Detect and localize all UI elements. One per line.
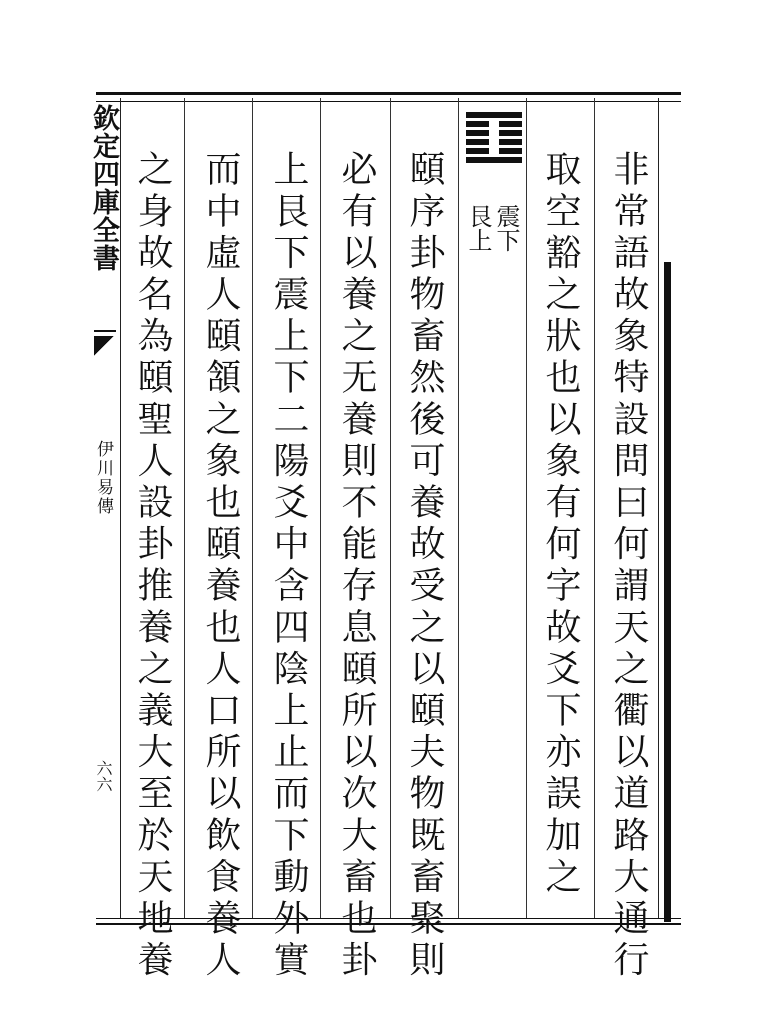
yin-line [466, 121, 522, 127]
column-rule [526, 98, 527, 918]
fish-tail-mark [94, 330, 116, 382]
yang-line [466, 112, 522, 118]
hexagram-yi [466, 112, 522, 166]
frame-right-shadow [664, 262, 671, 922]
column-rule [458, 98, 459, 918]
banxin-title: 欽定四庫全書 [88, 104, 119, 272]
yang-line [466, 157, 522, 163]
text-column-7: 之身故名為頤聖人設卦推養之義大至於天地養 [132, 150, 173, 982]
frame-right-border [658, 98, 659, 918]
column-rule [184, 98, 185, 918]
banxin-book-title: 伊川易傳 [93, 440, 113, 516]
hexagram-lines [466, 112, 522, 163]
text-column-5: 上艮下震上下二陽爻中含四陰上止而下動外實 [268, 150, 309, 982]
hexagram-upper-note: 艮上 [464, 204, 492, 252]
frame-bottom-border [96, 918, 681, 925]
column-rule [252, 98, 253, 918]
text-column-2: 取空豁之狀也以象有何字故爻下亦誤加之 [540, 150, 581, 899]
yin-line [466, 139, 522, 145]
text-column-3: 頤序卦物畜然後可養故受之以頤夫物既畜聚則 [404, 150, 445, 982]
hexagram-lower-note: 震下 [492, 204, 520, 252]
yin-line [466, 148, 522, 154]
text-column-6: 而中虛人頤頷之象也頤養也人口所以飲食養人 [200, 150, 241, 982]
text-column-1: 非常語故象特設問曰何謂天之衢以道路大通行 [608, 150, 649, 982]
column-rule [390, 98, 391, 918]
banxin-page-number: 六六 [94, 760, 113, 792]
text-column-4: 必有以養之无養則不能存息頤所以次大畜也卦 [336, 150, 377, 982]
column-rule [594, 98, 595, 918]
yin-line [466, 130, 522, 136]
column-rule [320, 98, 321, 918]
